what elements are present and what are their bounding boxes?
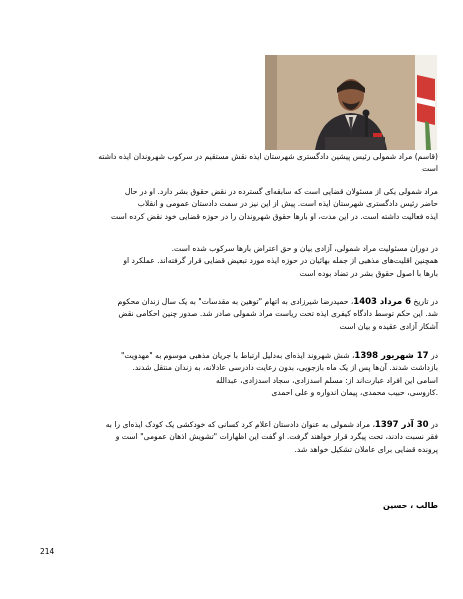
caption-line: است (422, 164, 438, 174)
photo-illustration (265, 55, 437, 150)
text-prefix: در تاریخ (411, 297, 438, 306)
paragraph-case-1398 (40, 350, 438, 400)
paragraph-line: در دوران مسئولیت مراد شمولی، آزادی بیان و حق اعتراض بارها سرکوب شده است. (171, 244, 438, 253)
paragraph-line: .کاروسی، حبیب محمدی، پیمان اندواره و علی احمدی (271, 388, 438, 398)
paragraph-line: اسامی این افراد عبارت‌اند از: مسلم اسدزادی، سجاد اسدزادی، عبدالله (215, 375, 438, 385)
paragraph-line: آشکار آزادی عقیده و بیان است (339, 321, 438, 331)
paragraph-line: مراد شمولی یکی از مسئولان قضایی است که سابقه‌ای گسترده در نقض حقوق بشر دارد. او در حال (124, 187, 438, 196)
paragraph-line: حاضر رئیس دادگستری شهرستان ایذه است. پیش از این نیز در سمت دادستان عمومی و انقلاب (137, 199, 438, 209)
paragraph-line (40, 296, 438, 308)
paragraph-line: شد. این حکم توسط دادگاه کیفری ایذه تحت ریاست مراد شمولی صادر شد. صدور چنین احکامی نقض (118, 309, 438, 319)
paragraph-line (40, 419, 438, 431)
text-rest: ، شش شهروند ایذه‌ای به‌دلیل ارتباط با جریان مذهبی موسوم به "مهدویت" (120, 351, 355, 360)
photo-caption (40, 151, 438, 176)
paragraph-line: بارها با اصول حقوق بشر در تضاد بوده است (299, 268, 438, 278)
paragraph-line: فقر نسبت دادند، تحت پیگرد قرار خواهند گرفت. او گفت این اظهارات "تشویش اذهان عمومی" است و (115, 432, 438, 442)
portrait-photo (265, 55, 437, 150)
event-date: 6 مرداد 1403 (353, 297, 411, 307)
paragraph-line: ایذه فعالیت داشته است. در این مدت، او بارها حقوق شهروندان را در حوزه قضایی خود نقض کرده است (110, 211, 438, 221)
text-prefix: در (428, 420, 438, 429)
paragraph-line: بازداشت شدند. آن‌ها پس از یک ماه بازجویی، بدون رعایت دادرسی عادلانه، به زندان منتقل شدند. (132, 363, 438, 373)
text-rest: ، مراد شمولی به عنوان دادستان اعلام کرد کسانی که خودکشی یک کودک ایذه‌ای را به (105, 420, 375, 429)
text-rest: ، حمیدرضا شیرزادی به اتهام "توهین به مقدسات" به یک سال زندان محکوم (117, 297, 354, 306)
event-date: 30 آذر 1397 (374, 420, 429, 430)
caption-line: (قاسم) مراد شمولی رئیس پیشین دادگستری شهرستان ایذه نقش مستقیم در سرکوب شهروندان ایذه داشته (98, 152, 438, 161)
paragraph-case-1403 (40, 296, 438, 333)
event-date: 17 شهریور 1398 (354, 351, 429, 361)
paragraph-intro (40, 186, 438, 223)
author-signature: طالب ، حسین (383, 501, 438, 510)
paragraph-line: همچنین اقلیت‌های مذهبی از جمله بهائیان در حوزه ایذه مورد تبعیض قضایی قرار گرفته‌اند. عملکرد او (123, 256, 438, 266)
paragraph-line (40, 350, 438, 362)
page-number: 214 (40, 547, 55, 556)
paragraph-line: پرونده قضایی برای عاملان تشکیل خواهد شد. (294, 444, 438, 454)
text-prefix: در (428, 351, 438, 360)
paragraph-case-1397 (40, 419, 438, 456)
paragraph-repression (40, 243, 438, 280)
